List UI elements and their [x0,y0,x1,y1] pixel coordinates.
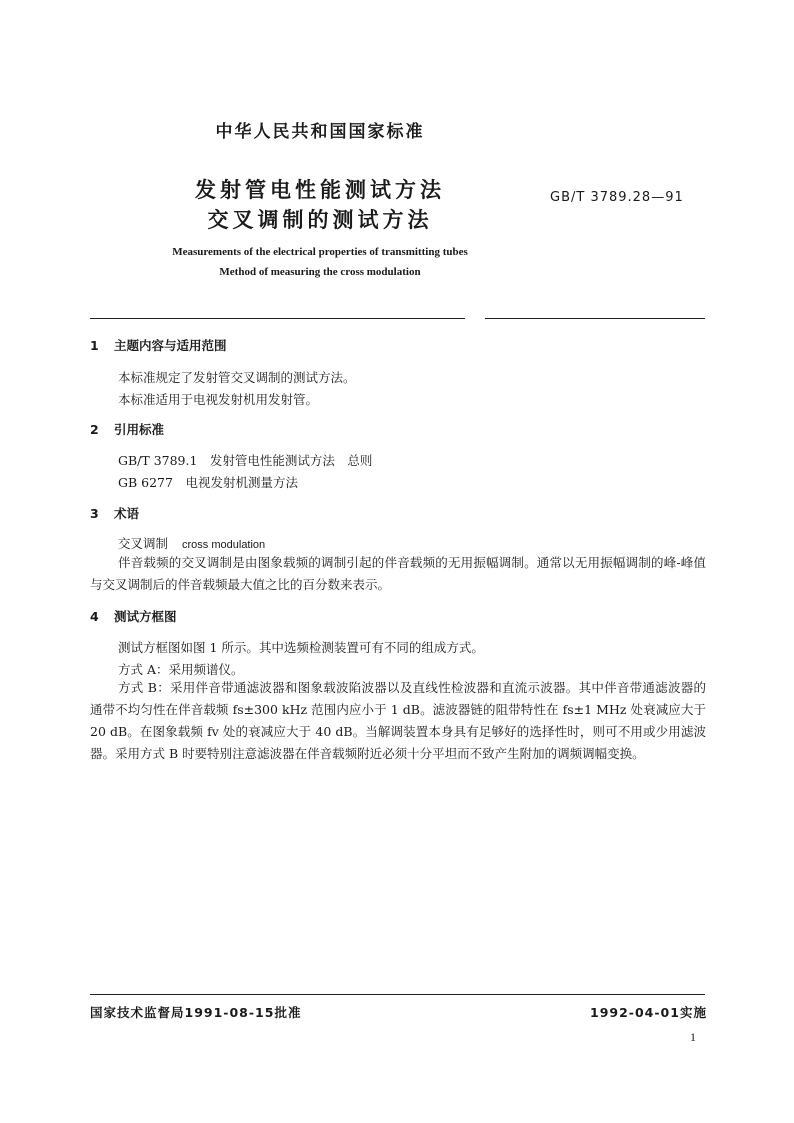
header-divider-right [485,318,705,319]
approval-date: 国家技术监督局1991-08-15批准 [90,1005,302,1020]
method-b-paragraph: 方式 B：采用伴音带通滤波器和图象载波陷波器以及直线性检波器和直流示波器。其中伴音带通滤波器的通带不均匀性在伴音载频 fs±300 kHz 范围内应小于 1 dB。滤波器链的阻带特性在 fs±1 MHz 处衰减应大于20 dB。在图象载频 fv 处的衰减应大于 40 dB。当解调装置本身具有足够好的选择性时，则可不用或少用滤波器。采用方式 B 时要特别注意滤波器在伴音载频附近必须十分平坦而不致产生附加的调频调幅变换。 [90,680,706,761]
national-standard-heading: 中华人民共和国国家标准 [215,122,425,142]
footer-divider [90,994,705,995]
text-line: 测试方框图如图 1 所示。其中选频检测装置可有不同的组成方式。 [118,640,484,655]
title-line-2: 交叉调制的测试方法 [207,208,433,232]
term-english: cross modulation [182,539,266,551]
section-4-heading [90,607,177,625]
page-number: 1 [690,1030,696,1044]
section-1-heading [90,336,227,354]
section-title: 测试方框图 [114,609,177,624]
text-line: 本标准规定了发射管交叉调制的测试方法。 [118,370,356,385]
section-number: 3 [90,506,99,521]
title-line-1: 发射管电性能测试方法 [195,178,445,202]
header-divider-left [90,318,465,319]
section-title: 引用标准 [114,422,165,437]
implementation-date: 1992-04-01实施 [590,1005,707,1020]
term-definition: 伴音载频的交叉调制是由图象载频的调制引起的伴音载频的无用振幅调制。通常以无用振幅调制的峰-峰值与交叉调制后的伴音载频最大值之比的百分数来表示。 [90,555,706,592]
section-2-heading [90,420,164,438]
section-3-heading [90,504,139,522]
section-title: 主题内容与适用范围 [114,338,227,353]
term-entry [118,534,265,552]
term-chinese: 交叉调制 [118,536,169,551]
text-line: 方式 A：采用频谱仪。 [118,662,244,677]
reference-standard: GB 6277 电视发射机测量方法 [118,475,298,490]
english-title-line-2: Method of measuring the cross modulation [219,266,421,278]
english-title-line-1: Measurements of the electrical properties of transmitting tubes [172,246,468,258]
section-number: 2 [90,422,99,437]
section-number: 4 [90,609,99,624]
section-title: 术语 [114,506,140,521]
text-line: 本标准适用于电视发射机用发射管。 [118,392,319,407]
reference-standard: GB/T 3789.1 发射管电性能测试方法 总则 [118,453,373,468]
section-number: 1 [90,338,99,353]
standard-number: GB/T 3789.28—91 [550,190,684,205]
